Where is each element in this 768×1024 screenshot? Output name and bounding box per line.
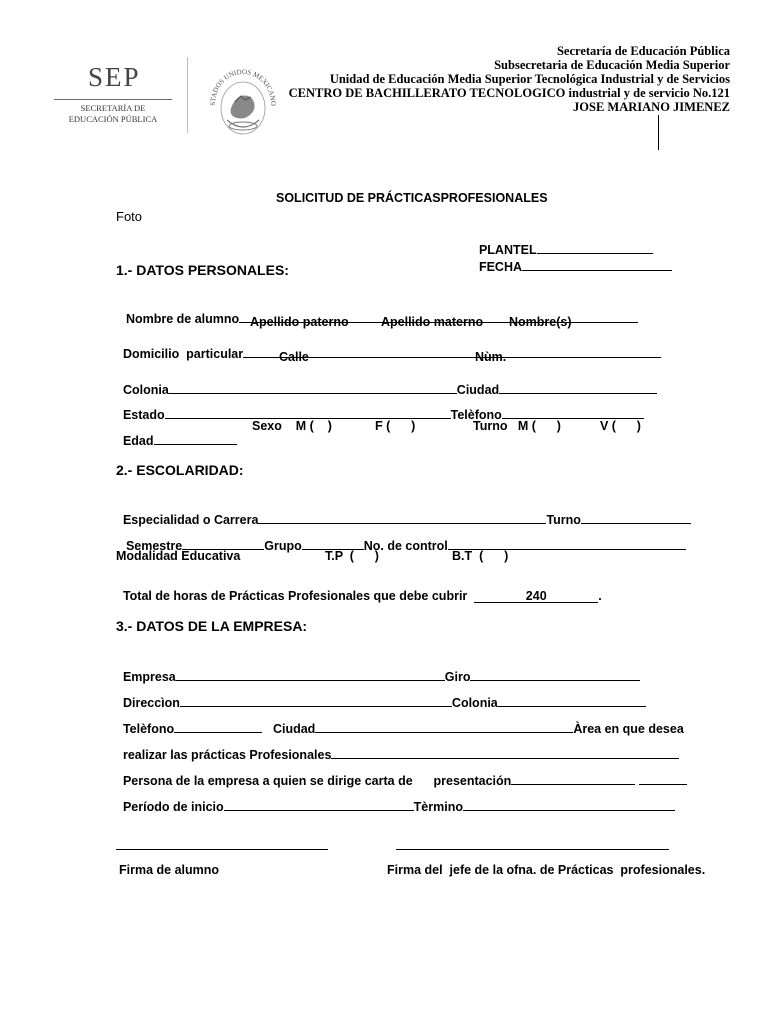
semestre-label: Semestre	[125, 538, 183, 553]
colonia2-blank[interactable]	[498, 695, 646, 707]
header-line-2: Subsecretaria de Educación Media Superior	[494, 58, 730, 72]
signature-line-alumno[interactable]	[116, 849, 328, 850]
edad-blank[interactable]	[154, 433, 237, 445]
realizar-label: realizar las prácticas Profesionales	[122, 747, 332, 762]
signature-jefe-label: Firma del jefe de la ofna. de Prácticas profesionales.	[387, 863, 706, 877]
section-1-heading: 1.- DATOS PERSONALES:	[116, 262, 289, 278]
ciudad-blank[interactable]	[499, 382, 657, 394]
sep-logo-line1: SECRETARÍA DE	[80, 103, 146, 113]
ciudad-label: Ciudad	[456, 382, 500, 397]
header-line-3: Unidad de Educación Media Superior Tecnológica Industrial y de Servicios	[329, 72, 730, 86]
header-line-5: JOSE MARIANO JIMENEZ	[573, 100, 730, 114]
telefono2-field[interactable]	[116, 708, 262, 735]
especialidad-field[interactable]	[116, 499, 691, 526]
especialidad-blank[interactable]	[258, 512, 546, 524]
semestre-blank[interactable]	[182, 538, 264, 550]
telefono2-label: Telèfono	[122, 721, 175, 736]
logo-divider	[187, 57, 188, 133]
termino-blank[interactable]	[463, 799, 675, 811]
control-blank[interactable]	[448, 538, 686, 550]
turno2-blank[interactable]	[581, 512, 691, 524]
tp-option[interactable]: T.P ( )	[325, 549, 379, 563]
horas-end: .	[598, 588, 602, 603]
persona-blank-1[interactable]	[511, 773, 635, 785]
seal-legend: STADOS UNIDOS MEXICANO	[208, 67, 277, 106]
sep-logo-line2: EDUCACIÓN PÚBLICA	[68, 114, 158, 124]
header-line-1: Secretaría de Educación Pública	[556, 44, 730, 58]
estado-blank[interactable]	[165, 407, 451, 419]
especialidad-label: Especialidad o Carrera	[122, 512, 259, 527]
sexo-m-option[interactable]: Sexo M ( )	[252, 419, 332, 433]
section-3-heading: 3.- DATOS DE LA EMPRESA:	[116, 618, 308, 634]
sub-apellido-materno: Apellido materno	[381, 315, 484, 329]
modalidad-label: Modalidad Educativa	[116, 549, 241, 563]
sub-num: Nùm.	[475, 350, 507, 364]
estado-field[interactable]	[116, 394, 644, 421]
fecha-field[interactable]	[472, 246, 672, 273]
plantel-label: PLANTEL	[478, 242, 537, 257]
direccion-field[interactable]	[116, 682, 646, 709]
grupo-blank[interactable]	[302, 538, 364, 550]
horas-label: Total de horas de Prácticas Profesionales que debe cubrir	[122, 588, 468, 603]
colonia-label: Colonia	[122, 382, 169, 397]
control-label: No. de control	[363, 538, 448, 553]
header-line-4: CENTRO DE BACHILLERATO TECNOLOGICO industrial y de servicio No.121	[288, 86, 730, 100]
signature-line-jefe[interactable]	[396, 849, 669, 850]
colonia-blank[interactable]	[169, 382, 457, 394]
giro-blank[interactable]	[470, 669, 640, 681]
telefono-label: Telèfono	[450, 407, 502, 422]
turno-m-option[interactable]: Turno M ( )	[473, 419, 561, 433]
sep-logo-acronym: SEP	[88, 62, 141, 92]
persona-blank-2[interactable]	[639, 773, 687, 785]
colonia-field[interactable]	[116, 369, 657, 396]
sep-logo	[54, 64, 172, 128]
telefono-blank[interactable]	[502, 407, 644, 419]
ciudad2-blank[interactable]	[315, 721, 573, 733]
persona-label: Persona de la empresa a quien se dirige carta de presentación	[122, 773, 512, 788]
bt-option[interactable]: B.T ( )	[452, 549, 509, 563]
ciudad2-label: Ciudad	[272, 721, 316, 736]
direccion-blank[interactable]	[180, 695, 452, 707]
colonia2-label: Colonia	[451, 695, 498, 710]
fecha-blank[interactable]	[522, 259, 672, 271]
edad-label: Edad	[122, 433, 154, 448]
domicilio-field[interactable]	[116, 333, 661, 360]
sub-nombres: Nombre(s)	[509, 315, 572, 329]
termino-label: Tèrmino	[413, 799, 463, 814]
telefono2-blank[interactable]	[174, 721, 262, 733]
sexo-f-option[interactable]: F ( )	[375, 419, 416, 433]
direccion-label: Direccìon	[122, 695, 180, 710]
grupo-label: Grupo	[264, 538, 302, 553]
turno-v-option[interactable]: V ( )	[600, 419, 641, 433]
realizar-field[interactable]	[116, 734, 679, 761]
sub-apellido-paterno: Apellido paterno	[250, 315, 349, 329]
periodo-label: Período de inicio	[122, 799, 224, 814]
empresa-blank[interactable]	[176, 669, 445, 681]
estado-label: Estado	[122, 407, 165, 422]
form-title: SOLICITUD DE PRÁCTICASPROFESIONALES	[276, 191, 548, 205]
nombre-label: Nombre de alumno	[125, 311, 240, 326]
horas-field[interactable]	[116, 577, 602, 603]
empresa-label: Empresa	[122, 669, 176, 684]
periodo-blank[interactable]	[224, 799, 414, 811]
persona-field[interactable]	[116, 760, 687, 787]
semestre-field[interactable]	[119, 525, 686, 552]
empresa-field[interactable]	[116, 656, 640, 683]
sub-calle: Calle	[279, 350, 309, 364]
fecha-label: FECHA	[478, 259, 523, 274]
turno2-label: Turno	[546, 512, 581, 527]
foto-label: Foto	[116, 209, 143, 224]
domicilio-label: Domicilio particular	[122, 346, 244, 361]
periodo-field[interactable]	[116, 786, 675, 813]
section-2-heading: 2.- ESCOLARIDAD:	[116, 462, 244, 478]
horas-value[interactable]: 240	[474, 591, 598, 603]
header-vertical-rule	[658, 115, 659, 150]
area-label: Àrea en que desea	[573, 721, 684, 736]
edad-field[interactable]	[116, 420, 237, 447]
sep-logo-rule	[54, 99, 172, 100]
signature-alumno-label: Firma de alumno	[119, 863, 220, 877]
ciudad2-field[interactable]	[266, 708, 684, 735]
giro-label: Giro	[444, 669, 471, 684]
seal-icon	[196, 46, 277, 130]
realizar-blank[interactable]	[331, 747, 679, 759]
